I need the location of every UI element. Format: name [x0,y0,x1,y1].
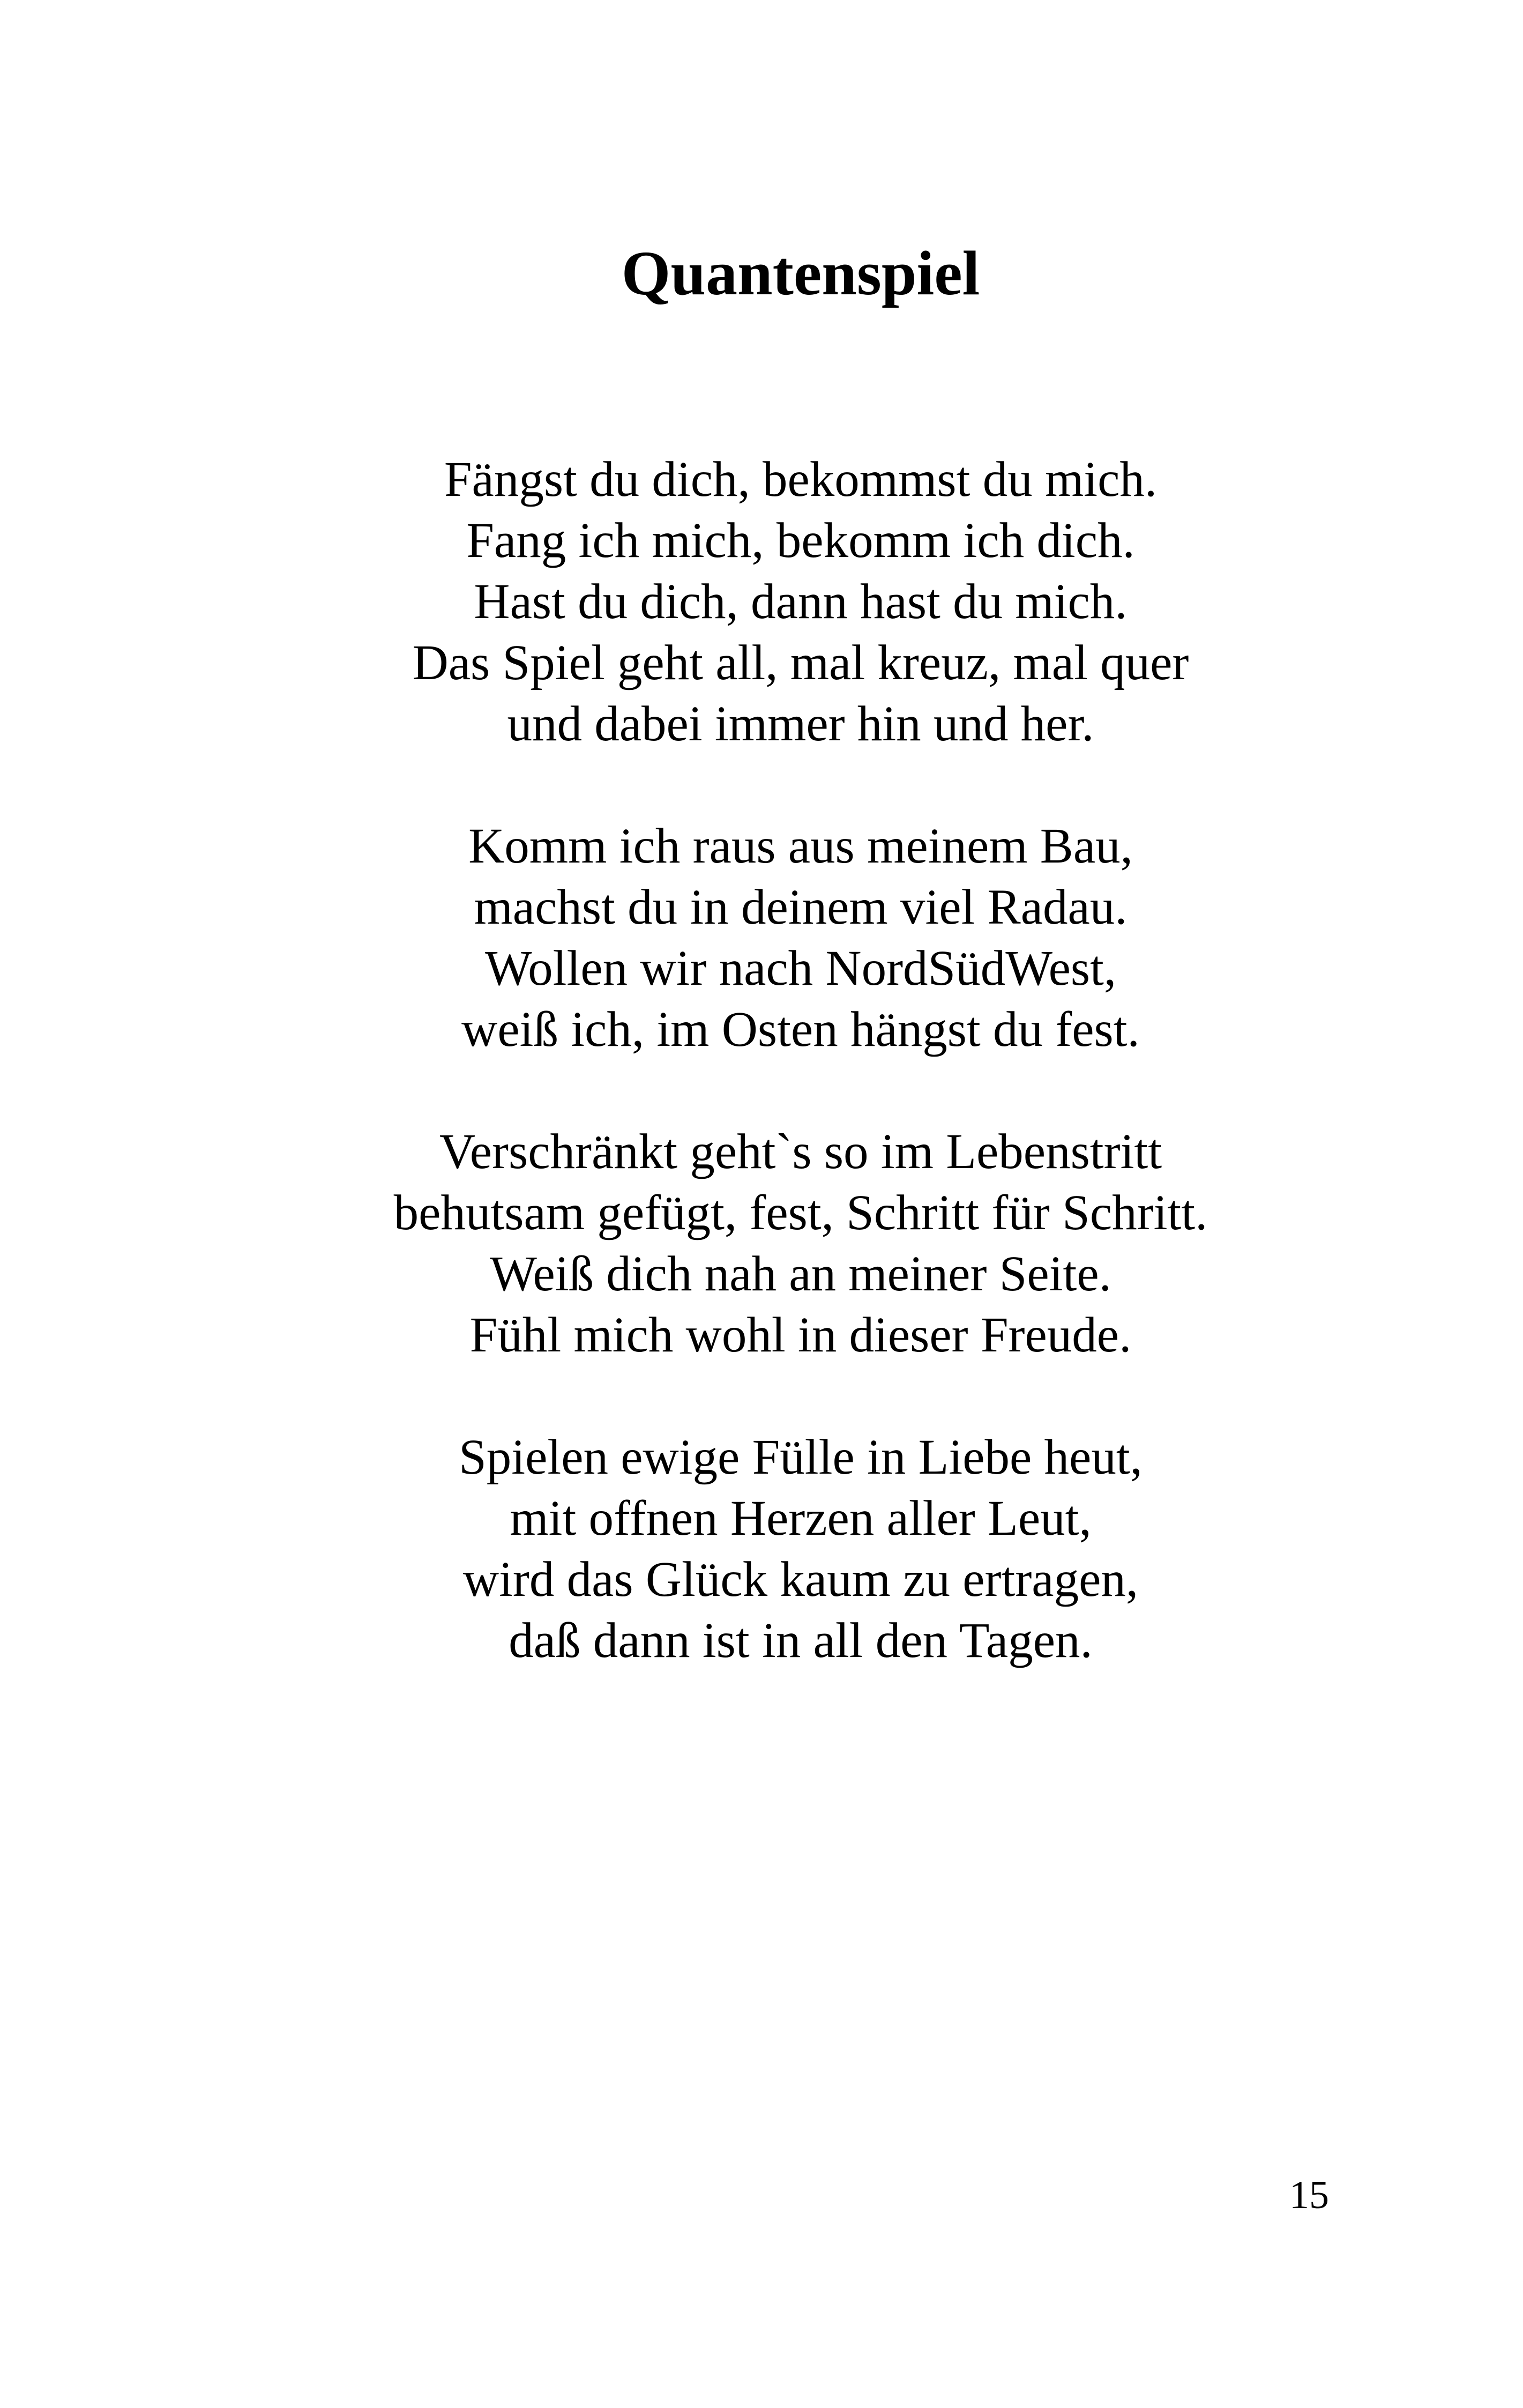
poem-line: Fang ich mich, bekomm ich dich. [466,513,1135,568]
page-number: 15 [1289,2173,1329,2217]
poem-line: Das Spiel geht all, mal kreuz, mal quer [412,635,1189,690]
poem-line: mit offnen Herzen aller Leut, [510,1491,1092,1546]
poem-title: Quantenspiel [621,238,980,308]
poem-line: behutsam gefügt, fest, Schritt für Schritt. [393,1185,1208,1240]
poem-line: wird das Glück kaum zu ertragen, [462,1552,1139,1607]
poem-line: Hast du dich, dann hast du mich. [474,574,1128,629]
poem-line: und dabei immer hin und her. [507,696,1094,752]
poem-body [0,449,1523,1733]
poem-line: Wollen wir nach NordSüdWest, [484,941,1117,996]
stanza-4 [0,1427,1523,1671]
poem-line: Verschränkt geht`s so im Lebenstritt [439,1124,1162,1179]
stanza-2 [0,816,1523,1060]
poem-line: Fühl mich wohl in dieser Freude. [469,1307,1132,1363]
poem-line: Spielen ewige Fülle in Liebe heut, [459,1430,1143,1485]
poem-line: daß dann ist in all den Tagen. [509,1613,1093,1668]
poem-line: Komm ich raus aus meinem Bau, [468,819,1133,874]
poem-line: weiß ich, im Osten hängst du fest. [461,1002,1140,1057]
poem-line: machst du in deinem viel Radau. [474,880,1128,935]
poem-line: Weiß dich nah an meiner Seite. [490,1246,1111,1302]
stanza-1 [0,449,1523,755]
poem-line: Fängst du dich, bekommst du mich. [444,452,1158,507]
stanza-3 [0,1121,1523,1366]
